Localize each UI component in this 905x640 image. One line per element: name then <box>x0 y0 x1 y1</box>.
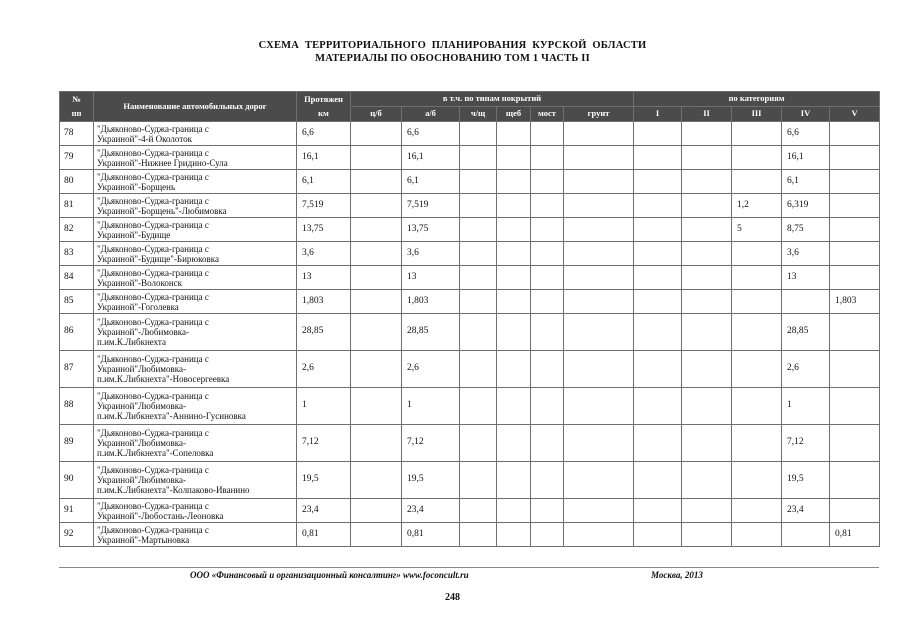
road-name-line: п.им.К.Либкнехта"-Колпаково-Иванино <box>97 485 250 495</box>
category-2-cell <box>682 499 732 523</box>
road-name-line: Украиной"-Будище"-Бирюковка <box>97 253 220 264</box>
road-name-line: Украиной"-Любимовка- <box>97 327 189 337</box>
category-3-cell <box>732 462 782 499</box>
document-subtitle: МАТЕРИАЛЫ ПО ОБОСНОВАНИЮ ТОМ 1 ЧАСТЬ II <box>315 53 590 64</box>
road-name-line: "Дьяконово-Суджа-граница с <box>97 428 209 438</box>
category-1-cell <box>634 242 682 266</box>
table-row <box>60 523 880 547</box>
category-1-cell <box>634 266 682 290</box>
category-4-cell: 6,6 <box>782 122 830 146</box>
category-1-cell <box>634 290 682 314</box>
road-name-line: Украиной"-Нижнее Гридино-Сула <box>97 157 228 168</box>
category-2-cell <box>682 170 732 194</box>
road-name-line: "Дьяконово-Суджа-граница с <box>97 243 209 254</box>
header-num-bottom: пп <box>60 107 94 122</box>
category-5-cell: 1,803 <box>830 290 880 314</box>
surface-shcheb-cell <box>497 499 531 523</box>
footer-company: ООО «Финансовый и организационный консалтинг» www.foconcult.ru <box>190 570 469 580</box>
category-4-cell <box>782 290 830 314</box>
length-cell: 7,519 <box>297 194 351 218</box>
road-name-line: Украиной"Любимовка- <box>97 364 186 374</box>
category-3-cell <box>732 351 782 388</box>
surface-cb-cell <box>351 388 402 425</box>
road-name-cell <box>94 351 297 388</box>
road-name-line: "Дьяконово-Суджа-граница с <box>97 524 209 535</box>
surface-cb-cell <box>351 425 402 462</box>
category-3-cell <box>732 290 782 314</box>
road-name-line: Украиной"Любимовка- <box>97 475 186 485</box>
category-5-cell <box>830 218 880 242</box>
surface-shcheb-cell <box>497 194 531 218</box>
category-3-cell <box>732 523 782 547</box>
surface-most-cell <box>531 242 564 266</box>
length-cell: 2,6 <box>297 351 351 388</box>
category-2-cell <box>682 425 732 462</box>
surface-ab-cell: 16,1 <box>402 146 460 170</box>
road-name-line: п.им.К.Либкнехта <box>97 337 166 347</box>
header-category-1: I <box>634 107 682 122</box>
category-1-cell <box>634 218 682 242</box>
road-name-line: Украиной"-4-й Околоток <box>97 133 192 144</box>
footer-divider <box>59 567 879 568</box>
row-number-cell: 84 <box>60 266 94 290</box>
surface-cb-cell <box>351 194 402 218</box>
header-num-top: № <box>60 92 94 107</box>
category-2-cell <box>682 523 732 547</box>
surface-cb-cell <box>351 290 402 314</box>
surface-ab-cell: 23,4 <box>402 499 460 523</box>
header-category-5: V <box>830 107 880 122</box>
road-name-cell <box>94 462 297 499</box>
surface-chsh-cell <box>460 523 497 547</box>
road-name-cell <box>94 194 297 218</box>
road-name-cell <box>94 170 297 194</box>
surface-ab-cell: 7,12 <box>402 425 460 462</box>
surface-chsh-cell <box>460 388 497 425</box>
footer-city-year: Москва, 2013 <box>651 570 703 580</box>
surface-most-cell <box>531 351 564 388</box>
header-surface-shcheb: щеб <box>497 107 531 122</box>
road-name-cell <box>94 218 297 242</box>
surface-most-cell <box>531 170 564 194</box>
surface-grunt-cell <box>564 122 634 146</box>
category-1-cell <box>634 523 682 547</box>
road-name-line: "Дьяконово-Суджа-граница с <box>97 354 209 364</box>
road-name-cell <box>94 122 297 146</box>
surface-ab-cell: 7,519 <box>402 194 460 218</box>
surface-most-cell <box>531 194 564 218</box>
row-number-cell: 85 <box>60 290 94 314</box>
category-3-cell <box>732 146 782 170</box>
surface-grunt-cell <box>564 388 634 425</box>
surface-grunt-cell <box>564 170 634 194</box>
length-cell: 13,75 <box>297 218 351 242</box>
row-number-cell: 91 <box>60 499 94 523</box>
header-surface-most: мост <box>531 107 564 122</box>
row-number-cell: 89 <box>60 425 94 462</box>
surface-shcheb-cell <box>497 462 531 499</box>
road-name-line: Украиной"Любимовка- <box>97 438 186 448</box>
road-name-cell <box>94 388 297 425</box>
length-cell: 19,5 <box>297 462 351 499</box>
table-row <box>60 170 880 194</box>
road-name-cell <box>94 314 297 351</box>
category-5-cell <box>830 499 880 523</box>
surface-ab-cell: 1,803 <box>402 290 460 314</box>
road-name-line: Украиной"-Мартыновка <box>97 534 190 545</box>
surface-grunt-cell <box>564 425 634 462</box>
road-name-line: "Дьяконово-Суджа-граница с <box>97 123 209 134</box>
surface-ab-cell: 6,6 <box>402 122 460 146</box>
category-5-cell: 0,81 <box>830 523 880 547</box>
category-2-cell <box>682 314 732 351</box>
category-5-cell <box>830 314 880 351</box>
road-name-line: Украиной"-Волоконск <box>97 277 183 288</box>
header-surface-ab: а/б <box>402 107 460 122</box>
surface-ab-cell: 19,5 <box>402 462 460 499</box>
table-row <box>60 242 880 266</box>
row-number-cell: 78 <box>60 122 94 146</box>
surface-shcheb-cell <box>497 314 531 351</box>
category-4-cell <box>782 523 830 547</box>
surface-cb-cell <box>351 146 402 170</box>
road-name-cell <box>94 290 297 314</box>
surface-grunt-cell <box>564 194 634 218</box>
category-3-cell: 5 <box>732 218 782 242</box>
category-4-cell: 6,1 <box>782 170 830 194</box>
table-row <box>60 290 880 314</box>
surface-ab-cell: 28,85 <box>402 314 460 351</box>
surface-most-cell <box>531 523 564 547</box>
category-4-cell: 7,12 <box>782 425 830 462</box>
row-number-cell: 86 <box>60 314 94 351</box>
category-3-cell <box>732 499 782 523</box>
road-name-line: "Дьяконово-Суджа-граница с <box>97 391 209 401</box>
surface-cb-cell <box>351 314 402 351</box>
surface-grunt-cell <box>564 242 634 266</box>
row-number-cell: 81 <box>60 194 94 218</box>
surface-cb-cell <box>351 351 402 388</box>
row-number-cell: 92 <box>60 523 94 547</box>
category-2-cell <box>682 146 732 170</box>
surface-grunt-cell <box>564 314 634 351</box>
surface-shcheb-cell <box>497 290 531 314</box>
category-3-cell <box>732 266 782 290</box>
header-road-name: Наименование автомобильных дорог <box>94 92 297 122</box>
surface-cb-cell <box>351 122 402 146</box>
road-name-line: Украиной"-Любостань-Леоновка <box>97 510 224 521</box>
category-2-cell <box>682 218 732 242</box>
table-row <box>60 388 880 425</box>
surface-grunt-cell <box>564 146 634 170</box>
surface-grunt-cell <box>564 266 634 290</box>
header-length-top: Протяжен <box>297 92 351 107</box>
surface-chsh-cell <box>460 351 497 388</box>
surface-shcheb-cell <box>497 388 531 425</box>
surface-cb-cell <box>351 242 402 266</box>
road-name-cell <box>94 425 297 462</box>
category-3-cell <box>732 425 782 462</box>
surface-chsh-cell <box>460 122 497 146</box>
surface-most-cell <box>531 122 564 146</box>
road-name-line: "Дьяконово-Суджа-граница с <box>97 267 209 278</box>
road-name-line: "Дьяконово-Суджа-граница с <box>97 465 209 475</box>
category-1-cell <box>634 499 682 523</box>
surface-grunt-cell <box>564 290 634 314</box>
surface-ab-cell: 13,75 <box>402 218 460 242</box>
length-cell: 3,6 <box>297 242 351 266</box>
surface-most-cell <box>531 425 564 462</box>
category-5-cell <box>830 122 880 146</box>
length-cell: 7,12 <box>297 425 351 462</box>
road-name-line: "Дьяконово-Суджа-граница с <box>97 291 209 302</box>
category-4-cell: 13 <box>782 266 830 290</box>
category-4-cell: 19,5 <box>782 462 830 499</box>
road-name-cell <box>94 242 297 266</box>
row-number-cell: 87 <box>60 351 94 388</box>
road-name-line: Украиной"-Борщень"-Любимовка <box>97 205 227 216</box>
category-1-cell <box>634 146 682 170</box>
surface-chsh-cell <box>460 242 497 266</box>
surface-shcheb-cell <box>497 242 531 266</box>
length-cell: 1,803 <box>297 290 351 314</box>
header-category-2: II <box>682 107 732 122</box>
header-length-unit: км <box>297 107 351 122</box>
category-3-cell: 1,2 <box>732 194 782 218</box>
category-1-cell <box>634 314 682 351</box>
category-2-cell <box>682 351 732 388</box>
category-3-cell <box>732 122 782 146</box>
table-row <box>60 122 880 146</box>
category-1-cell <box>634 425 682 462</box>
header-category-4: IV <box>782 107 830 122</box>
length-cell: 0,81 <box>297 523 351 547</box>
surface-chsh-cell <box>460 194 497 218</box>
category-1-cell <box>634 194 682 218</box>
category-5-cell <box>830 462 880 499</box>
surface-chsh-cell <box>460 170 497 194</box>
category-4-cell: 23,4 <box>782 499 830 523</box>
table-row <box>60 425 880 462</box>
header-surface-group: в т.ч. по типам покрытий <box>351 92 634 107</box>
surface-ab-cell: 13 <box>402 266 460 290</box>
header-category-group: по категориям <box>634 92 880 107</box>
road-name-line: Украиной"Любимовка- <box>97 401 186 411</box>
category-4-cell: 16,1 <box>782 146 830 170</box>
road-name-cell <box>94 523 297 547</box>
category-1-cell <box>634 388 682 425</box>
surface-chsh-cell <box>460 218 497 242</box>
surface-shcheb-cell <box>497 170 531 194</box>
table-row <box>60 351 880 388</box>
surface-ab-cell: 0,81 <box>402 523 460 547</box>
road-name-line: Украиной"-Будище <box>97 229 171 240</box>
road-name-cell <box>94 146 297 170</box>
surface-chsh-cell <box>460 290 497 314</box>
road-name-line: "Дьяконово-Суджа-граница с <box>97 219 209 230</box>
header-surface-grunt: грунт <box>564 107 634 122</box>
category-3-cell <box>732 314 782 351</box>
surface-most-cell <box>531 146 564 170</box>
surface-ab-cell: 1 <box>402 388 460 425</box>
road-name-line: "Дьяконово-Суджа-граница с <box>97 171 209 182</box>
surface-cb-cell <box>351 266 402 290</box>
category-2-cell <box>682 462 732 499</box>
length-cell: 1 <box>297 388 351 425</box>
surface-shcheb-cell <box>497 266 531 290</box>
category-5-cell <box>830 242 880 266</box>
surface-ab-cell: 2,6 <box>402 351 460 388</box>
surface-cb-cell <box>351 170 402 194</box>
surface-shcheb-cell <box>497 523 531 547</box>
surface-cb-cell <box>351 462 402 499</box>
surface-most-cell <box>531 266 564 290</box>
category-5-cell <box>830 170 880 194</box>
length-cell: 6,1 <box>297 170 351 194</box>
category-4-cell: 1 <box>782 388 830 425</box>
roads-table <box>59 91 880 547</box>
category-2-cell <box>682 194 732 218</box>
length-cell: 13 <box>297 266 351 290</box>
page-number: 248 <box>445 592 460 603</box>
category-5-cell <box>830 351 880 388</box>
surface-most-cell <box>531 388 564 425</box>
table-row <box>60 499 880 523</box>
category-4-cell: 8,75 <box>782 218 830 242</box>
road-name-line: Украиной"-Борщень <box>97 181 176 192</box>
surface-most-cell <box>531 218 564 242</box>
surface-shcheb-cell <box>497 425 531 462</box>
category-2-cell <box>682 122 732 146</box>
length-cell: 23,4 <box>297 499 351 523</box>
surface-shcheb-cell <box>497 218 531 242</box>
surface-most-cell <box>531 290 564 314</box>
category-3-cell <box>732 242 782 266</box>
table-row <box>60 146 880 170</box>
header-surface-chsh: ч/щ <box>460 107 497 122</box>
category-4-cell: 28,85 <box>782 314 830 351</box>
road-name-line: "Дьяконово-Суджа-граница с <box>97 195 209 206</box>
category-5-cell <box>830 388 880 425</box>
category-2-cell <box>682 266 732 290</box>
document-title: СХЕМА ТЕРРИТОРИАЛЬНОГО ПЛАНИРОВАНИЯ КУРСКОЙ ОБЛАСТИ <box>258 40 647 51</box>
surface-most-cell <box>531 462 564 499</box>
category-5-cell <box>830 146 880 170</box>
row-number-cell: 83 <box>60 242 94 266</box>
table-header <box>60 92 880 122</box>
category-3-cell <box>732 170 782 194</box>
road-name-line: "Дьяконово-Суджа-граница с <box>97 147 209 158</box>
header-surface-cb: ц/б <box>351 107 402 122</box>
surface-grunt-cell <box>564 351 634 388</box>
category-2-cell <box>682 388 732 425</box>
length-cell: 28,85 <box>297 314 351 351</box>
surface-chsh-cell <box>460 314 497 351</box>
road-name-line: п.им.К.Либкнехта"-Новосергеевка <box>97 374 230 384</box>
surface-ab-cell: 6,1 <box>402 170 460 194</box>
road-name-line: "Дьяконово-Суджа-граница с <box>97 500 209 511</box>
category-1-cell <box>634 351 682 388</box>
surface-chsh-cell <box>460 266 497 290</box>
surface-ab-cell: 3,6 <box>402 242 460 266</box>
row-number-cell: 88 <box>60 388 94 425</box>
category-2-cell <box>682 242 732 266</box>
category-5-cell <box>830 194 880 218</box>
surface-chsh-cell <box>460 146 497 170</box>
length-cell: 16,1 <box>297 146 351 170</box>
row-number-cell: 82 <box>60 218 94 242</box>
table-row <box>60 314 880 351</box>
header-category-3: III <box>732 107 782 122</box>
table-row <box>60 462 880 499</box>
surface-chsh-cell <box>460 499 497 523</box>
category-4-cell: 6,319 <box>782 194 830 218</box>
road-name-line: п.им.К.Либкнехта"-Аннино-Гусиновка <box>97 411 246 421</box>
road-name-cell <box>94 499 297 523</box>
surface-grunt-cell <box>564 499 634 523</box>
surface-cb-cell <box>351 218 402 242</box>
surface-shcheb-cell <box>497 351 531 388</box>
category-3-cell <box>732 388 782 425</box>
surface-chsh-cell <box>460 462 497 499</box>
length-cell: 6,6 <box>297 122 351 146</box>
road-name-line: "Дьяконово-Суджа-граница с <box>97 317 209 327</box>
surface-shcheb-cell <box>497 146 531 170</box>
table-body <box>60 122 880 547</box>
surface-most-cell <box>531 499 564 523</box>
category-4-cell: 2,6 <box>782 351 830 388</box>
row-number-cell: 79 <box>60 146 94 170</box>
table-row <box>60 266 880 290</box>
category-1-cell <box>634 462 682 499</box>
table-row <box>60 218 880 242</box>
surface-shcheb-cell <box>497 122 531 146</box>
surface-most-cell <box>531 314 564 351</box>
road-name-line: Украиной"-Гоголевка <box>97 301 179 312</box>
surface-chsh-cell <box>460 425 497 462</box>
row-number-cell: 80 <box>60 170 94 194</box>
road-name-cell <box>94 266 297 290</box>
road-name-line: п.им.К.Либкнехта"-Сопеловка <box>97 448 214 458</box>
category-5-cell <box>830 425 880 462</box>
category-1-cell <box>634 170 682 194</box>
surface-cb-cell <box>351 523 402 547</box>
row-number-cell: 90 <box>60 462 94 499</box>
category-4-cell: 3,6 <box>782 242 830 266</box>
category-2-cell <box>682 290 732 314</box>
surface-cb-cell <box>351 499 402 523</box>
table-row <box>60 194 880 218</box>
surface-grunt-cell <box>564 218 634 242</box>
category-1-cell <box>634 122 682 146</box>
category-5-cell <box>830 266 880 290</box>
surface-grunt-cell <box>564 462 634 499</box>
surface-grunt-cell <box>564 523 634 547</box>
